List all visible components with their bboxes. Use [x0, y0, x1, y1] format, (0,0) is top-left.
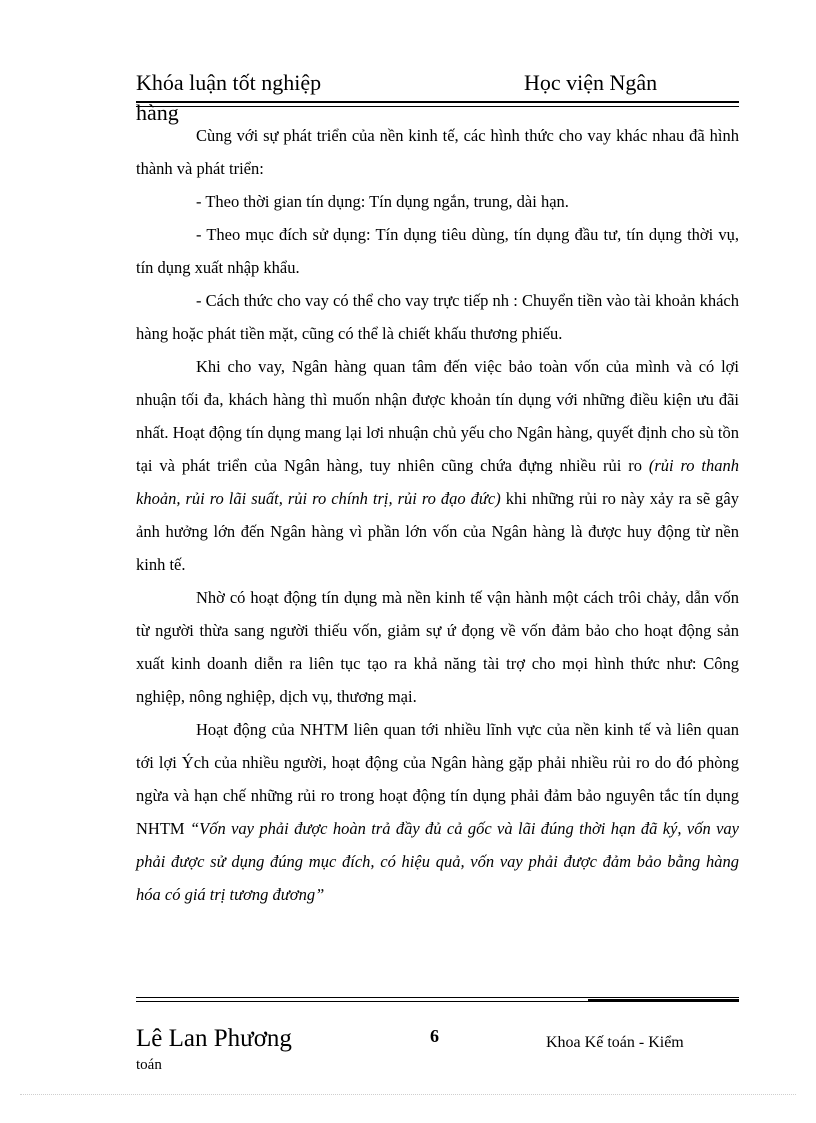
paragraph-5-text-b: khi những rủi ro này xảy ra sẽ gây ảnh hưởng lớn đến Ngân hàng vì phần lớn vốn của Ngân hàng là được huy động từ nền kinh tế. [136, 489, 739, 574]
body-text [136, 119, 739, 911]
paragraph-7 [136, 713, 739, 911]
paragraph-5 [136, 350, 739, 581]
paragraph-3: - Theo mục đích sử dụng: Tín dụng tiêu dùng, tín dụng đầu tư, tín dụng thời vụ, tín dụng xuất nhập khẩu. [136, 225, 739, 277]
page-bottom-divider [20, 1094, 796, 1095]
paragraph-5-italic: (rủi ro thanh khoản, rủi ro lãi suất, rủi ro chính trị, rủi ro đạo đức) [136, 456, 739, 508]
header-rule-thick [136, 101, 739, 103]
paragraph-7-italic-quote: “Vốn vay phải được hoàn trả đầy đủ cả gốc và lãi đúng thời hạn đã ký, vốn vay phải được sử dụng đúng mục đích, có hiệu quả, vốn vay phải được đảm bảo bằng hàng hóa có giá trị tương đương” [136, 819, 739, 904]
footer-department-wrap: toán [136, 1057, 162, 1073]
paragraph-4: - Cách thức cho vay có thể cho vay trực tiếp nh : Chuyển tiền vào tài khoản khách hàng hoặc phát tiền mặt, cũng có thể là chiết khấu thương phiếu. [136, 291, 739, 343]
footer-rule-top [136, 997, 739, 998]
paragraph-7-text: Hoạt động của NHTM liên quan tới nhiều lĩnh vực của nền kinh tế và liên quan tới lợi Ých của nhiều người, hoạt động của Ngân hàng gặp phải nhiều rủi ro do đó phòng ngừa và hạn chế những rủi ro trong hoạt động tín dụng phải đảm bảo nguyên tắc tín dụng NHTM [136, 720, 739, 838]
paragraph-6: Nhờ có hoạt động tín dụng mà nền kinh tế vận hành một cách trôi chảy, dẫn vốn từ người thừa sang người thiếu vốn, giảm sự ứ đọng về vốn đảm bảo cho hoạt động sản xuất kinh doanh diễn ra liên tục tạo ra khả năng tài trợ cho mọi hình thức như: Công nghiệp, nông nghiệp, dịch vụ, thương mại. [136, 588, 739, 706]
footer-rule-bottom [136, 1001, 739, 1002]
footer-author: Lê Lan Phương [136, 1025, 292, 1052]
header-rule-thin [136, 106, 739, 107]
paragraph-5-text-a: Khi cho vay, Ngân hàng quan tâm đến việc bảo toàn vốn của mình và có lợi nhuận tối đa, khách hàng thì muốn nhận được khoản tín dụng với những điều kiện ưu đãi nhất. Hoạt động tín dụng mang lại lơi nhuận chủ yếu cho Ngân hàng, quyết định cho sù tồn tại và phát triển của Ngân hàng, tuy nhiên cũng chứa đựng nhiều rủi ro [136, 357, 739, 475]
page-number: 6 [430, 1026, 439, 1046]
paragraph-1: Cùng với sự phát triển của nền kinh tế, các hình thức cho vay khác nhau đã hình thành và phát triển: [136, 126, 739, 178]
header-institution: Học viện Ngân [524, 70, 658, 95]
paragraph-2: - Theo thời gian tín dụng: Tín dụng ngắn, trung, dài hạn. [196, 192, 569, 211]
footer-department: Khoa Kế toán - Kiểm [546, 1034, 684, 1051]
header-institution-wrap: hàng [136, 100, 179, 125]
header-thesis-title: Khóa luận tốt nghiệp [136, 70, 322, 95]
